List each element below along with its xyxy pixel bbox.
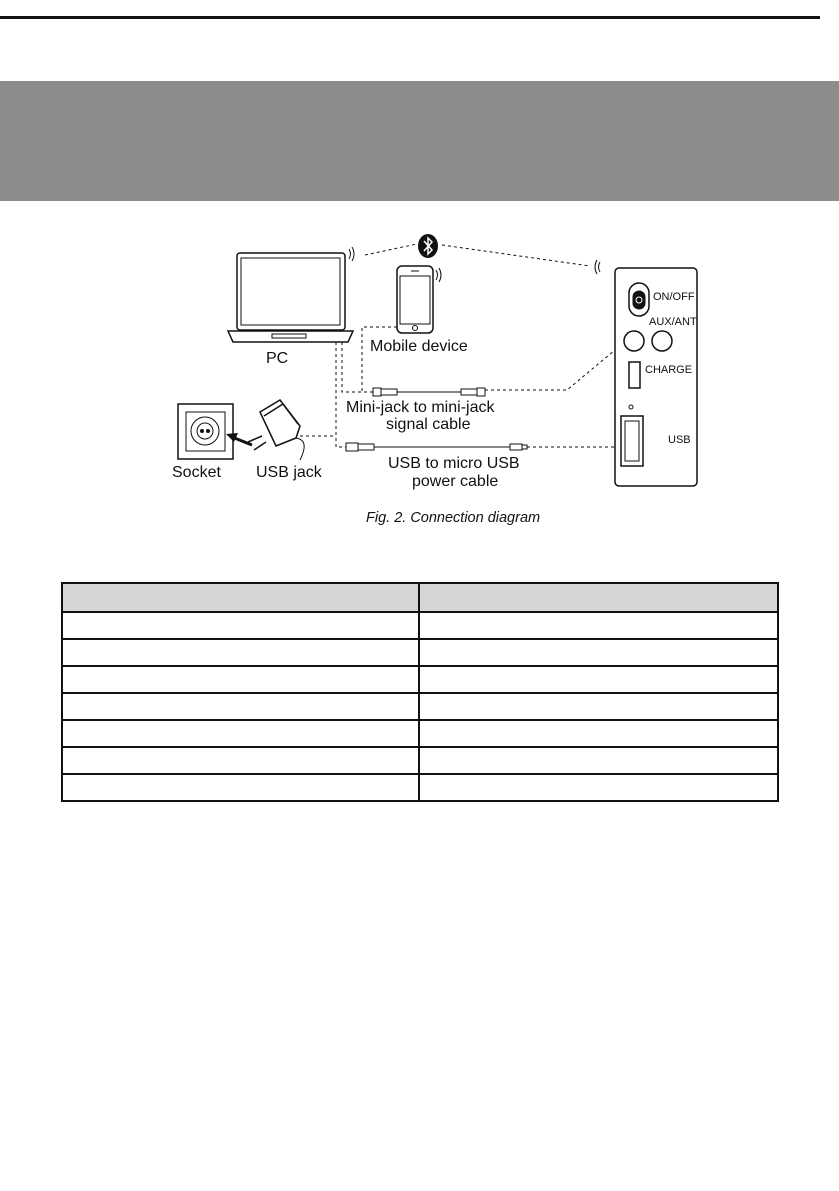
usb-charger-icon	[248, 400, 304, 460]
mobile-phone-icon	[397, 266, 433, 333]
header-band	[0, 81, 839, 201]
mobile-label: Mobile device	[370, 338, 468, 355]
on-off-label: ON/OFF	[653, 291, 695, 303]
connection-diagram	[0, 200, 839, 540]
pc-label: PC	[266, 350, 289, 367]
table-cell	[63, 640, 420, 665]
bluetooth-links	[365, 244, 590, 266]
usb-label: USB	[668, 434, 691, 446]
table-cell	[63, 748, 420, 773]
table-cell	[420, 748, 777, 773]
table-row	[63, 719, 777, 746]
table-cell	[420, 694, 777, 719]
table-cell	[63, 694, 420, 719]
usb-power-cable	[346, 443, 527, 451]
table-cell	[63, 721, 420, 746]
laptop-icon	[228, 253, 353, 342]
table-row	[63, 611, 777, 638]
table-cell	[420, 721, 777, 746]
table-cell	[420, 584, 777, 611]
table-row	[63, 773, 777, 800]
wall-socket-icon	[178, 404, 233, 459]
table-row	[63, 665, 777, 692]
top-rule	[0, 16, 820, 19]
table-cell	[63, 584, 420, 611]
power-cable-label-1: USB to micro USB	[388, 455, 520, 472]
table-cell	[63, 667, 420, 692]
table-cell	[420, 640, 777, 665]
figure-caption: Fig. 2. Connection diagram	[366, 510, 541, 526]
power-cable-label-2: power cable	[412, 473, 499, 490]
table-row	[63, 638, 777, 665]
signal-cable-label-2: signal cable	[386, 416, 471, 433]
table-cell	[63, 613, 420, 638]
table-cell	[63, 775, 420, 800]
table-cell	[420, 667, 777, 692]
signal-cable-label-1: Mini-jack to mini-jack	[346, 399, 495, 416]
socket-label: Socket	[172, 464, 221, 481]
table-cell	[420, 775, 777, 800]
blank-table	[61, 582, 779, 802]
mini-jack-cable	[373, 388, 485, 396]
usb-jack-label: USB jack	[256, 464, 322, 481]
aux-ant-label: AUX/ANT	[649, 316, 697, 328]
bluetooth-icon	[418, 234, 438, 258]
charge-label: CHARGE	[645, 364, 693, 376]
wireless-signal-icon	[349, 247, 600, 282]
table-row	[63, 746, 777, 773]
table-cell	[420, 613, 777, 638]
table-header-row	[63, 584, 777, 611]
table-row	[63, 692, 777, 719]
